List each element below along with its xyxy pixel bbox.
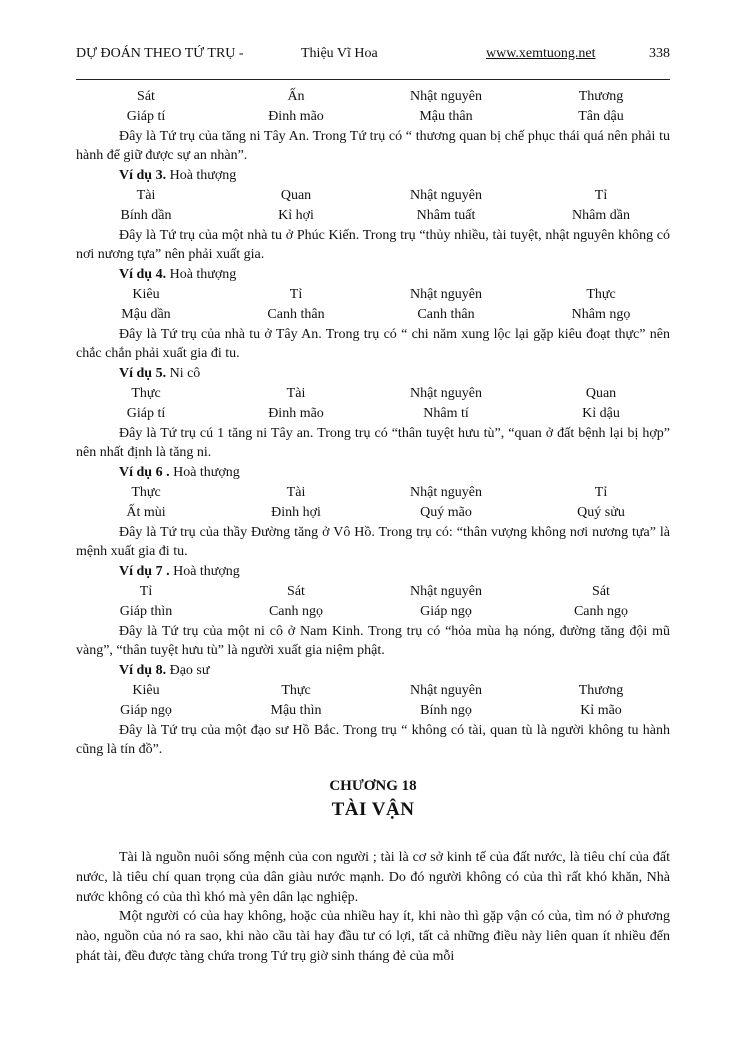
pillar-label: Nhật nguyên [410,484,482,500]
pillar-label: Thực [586,286,616,302]
example-heading [76,166,670,186]
example-description: Đây là Tứ trụ của nhà tu ở Tây An. Trong trụ có “ chi năm xung lộc lại gặp kiêu đoạt thực” nên chắc chắn phải xuất gia đi tu. [76,326,670,362]
pillar-values-row [76,404,670,424]
example-heading [76,661,670,681]
pillar-label: Nhật nguyên [410,89,482,104]
example-heading [76,265,670,285]
pillar-value: Ất mùi [126,504,166,520]
pillar-value: Quý sửu [577,504,625,520]
pillar-label: Kiêu [132,286,160,302]
example-label: Ví dụ 8. [119,663,167,679]
example-subject: Hoà thượng [169,168,237,184]
pillar-value: Canh thân [417,306,475,322]
pillar-label: Thực [281,682,311,698]
pillar-label: Tỉ [289,286,303,302]
pillar-label: Thực [131,385,161,401]
example-subject: Hoà thượng [173,564,240,580]
pillar-value: Mậu thân [419,108,473,124]
example-label: Ví dụ 7 . [119,564,170,580]
example-label: Ví dụ 5. [119,366,167,382]
header-divider [76,79,670,80]
example-description: Đây là Tứ trụ cú 1 tăng ni Tây an. Trong trụ có “thân tuyệt hưu tù”, “quan ở đất bệnh lại bị hợp” nên nhất định là tăng ni. [76,425,670,461]
example-heading [76,463,670,483]
pillar-label: Nhật nguyên [410,682,482,698]
pillar-value: Tân dậu [578,108,624,124]
pillar-label: Nhật nguyên [410,286,482,302]
pillar-value: Đinh hợi [271,504,321,520]
chapter-heading [76,776,670,824]
chapter-body [76,848,670,967]
pillar-labels-row [76,87,670,107]
pillar-values-row [76,206,670,226]
pillar-label: Thương [578,89,624,104]
pillar-label: Tài [286,484,306,500]
author-name: Thiệu Vĩ Hoa [301,46,378,61]
example-heading [76,364,670,384]
pillar-value: Giáp thìn [119,603,173,619]
pillar-value: Nhâm tí [423,405,469,421]
pillar-label: Nhật nguyên [410,385,482,401]
pillar-label: Tài [286,385,306,401]
example-description: Đây là Tứ trụ của tăng ni Tây An. Trong Tứ trụ có “ thương quan bị chế phục thái quá nên phải tu hành để giữ được sự an nhàn”. [76,128,670,164]
pillar-label: Tỉ [594,187,608,203]
book-title: DỰ ĐOÁN THEO TỨ TRỤ - [76,46,244,61]
pillar-values-row [76,305,670,325]
pillar-value: Kỉ hợi [278,207,314,223]
pillar-label: Thương [578,682,624,698]
examples-section [76,87,670,760]
example-subject: Hoà thượng [169,267,237,283]
pillar-label: Thực [131,484,161,500]
pillar-label: Nhật nguyên [410,187,482,203]
pillar-value: Kỉ mão [580,702,622,718]
pillar-label: Sát [592,583,610,599]
example-description: Đây là Tứ trụ của một ni cô ở Nam Kinh. Trong trụ có “hỏa mùa hạ nóng, đường tăng đội mũ vàng”, “thân tuyệt hưu tù” là người xuất gia niệm phật. [76,623,670,659]
pillar-label: Tỉ [594,484,608,500]
pillar-value: Canh thân [267,306,325,322]
pillar-value: Giáp tí [126,405,166,421]
pillar-label: Sát [137,89,155,104]
pillar-values-row [76,602,670,622]
pillar-values-row [76,107,670,127]
pillar-value: Canh ngọ [573,603,629,619]
pillar-labels-row [76,384,670,404]
pillar-label: Quan [280,187,312,203]
example-heading [76,562,670,582]
example-subject: Đạo sư [169,663,210,679]
body-paragraph: Một người có của hay không, hoặc của nhiều hay ít, khi nào thì gặp vận có của, tìm nó ở phương nào, nguồn của nó ra sao, khi nào cầu tài hay đầu tư có lợi, tất cả những điều này liên quan ít nhiều đến phát tài, đều được tàng chứa trong Tứ trụ giờ sinh tháng đẻ của mỗi [76,909,670,964]
example-description: Đây là Tứ trụ của một đạo sư Hồ Bắc. Trong trụ “ không có tài, quan tù là người không tu hành cũng là tín đồ”. [76,722,670,758]
pillar-label: Sát [287,583,305,599]
pillar-labels-row [76,186,670,206]
pillar-label: Tỉ [139,583,153,599]
pillar-label: Kiêu [132,682,160,698]
example-description: Đây là Tứ trụ của một nhà tu ở Phúc Kiến. Trong trụ “thủy nhiều, tài tuyệt, nhật nguyên không có nơi nương tựa” nên phải xuất gia. [76,227,670,263]
pillar-labels-row [76,483,670,503]
example-subject: Hoà thượng [173,465,240,481]
pillar-labels-row [76,582,670,602]
pillar-values-row [76,503,670,523]
pillar-labels-row [76,285,670,305]
chapter-number: CHƯƠNG 18 [329,778,417,794]
pillar-value: Nhâm ngọ [571,306,631,322]
pillar-value: Mậu dần [121,306,171,322]
example-label: Ví dụ 4. [119,267,167,283]
pillar-labels-row [76,681,670,701]
pillar-value: Kỉ dậu [582,405,620,421]
pillar-label: Ấn [287,89,305,104]
pillar-value: Giáp ngọ [120,702,172,718]
example-description: Đây là Tứ trụ của thầy Đường tăng ở Vô Hồ. Trong trụ có: “thân vượng không nơi nương tựa” là mệnh xuất gia đi tu. [76,524,670,560]
chapter-title: TÀI VẬN [331,799,415,820]
page-header [76,46,670,66]
pillar-values-row [76,701,670,721]
pillar-value: Giáp ngọ [420,603,472,619]
pillar-value: Mậu thìn [270,702,322,718]
pillar-value: Quý mão [420,504,472,520]
pillar-value: Bính ngọ [420,702,472,718]
pillar-value: Đinh mão [268,108,324,124]
website-link[interactable]: www.xemtuong.net [486,46,596,61]
example-label: Ví dụ 3. [119,168,167,184]
page-number: 338 [649,46,670,61]
pillar-value: Giáp tí [126,108,166,124]
example-subject: Ni cô [169,366,201,382]
body-paragraph: Tài là nguồn nuôi sống mệnh của con người ; tài là cơ sở kinh tế của đất nước, là tiêu chí của đất nước, là tiêu chí quan trọng của dân giàu nước mạnh. Do đó người không có của thì rất khó khăn, Nhà nước không có của thì khó mà yên dân lạc nghiệp. [76,850,670,905]
pillar-label: Quan [585,385,617,401]
example-label: Ví dụ 6 . [119,465,170,481]
pillar-value: Bính dần [120,207,172,223]
pillar-label: Nhật nguyên [410,583,482,599]
pillar-label: Tài [136,187,156,203]
pillar-value: Canh ngọ [268,603,324,619]
pillar-value: Đinh mão [268,405,324,421]
pillar-value: Nhâm tuất [416,207,476,223]
pillar-value: Nhâm dần [572,207,630,223]
